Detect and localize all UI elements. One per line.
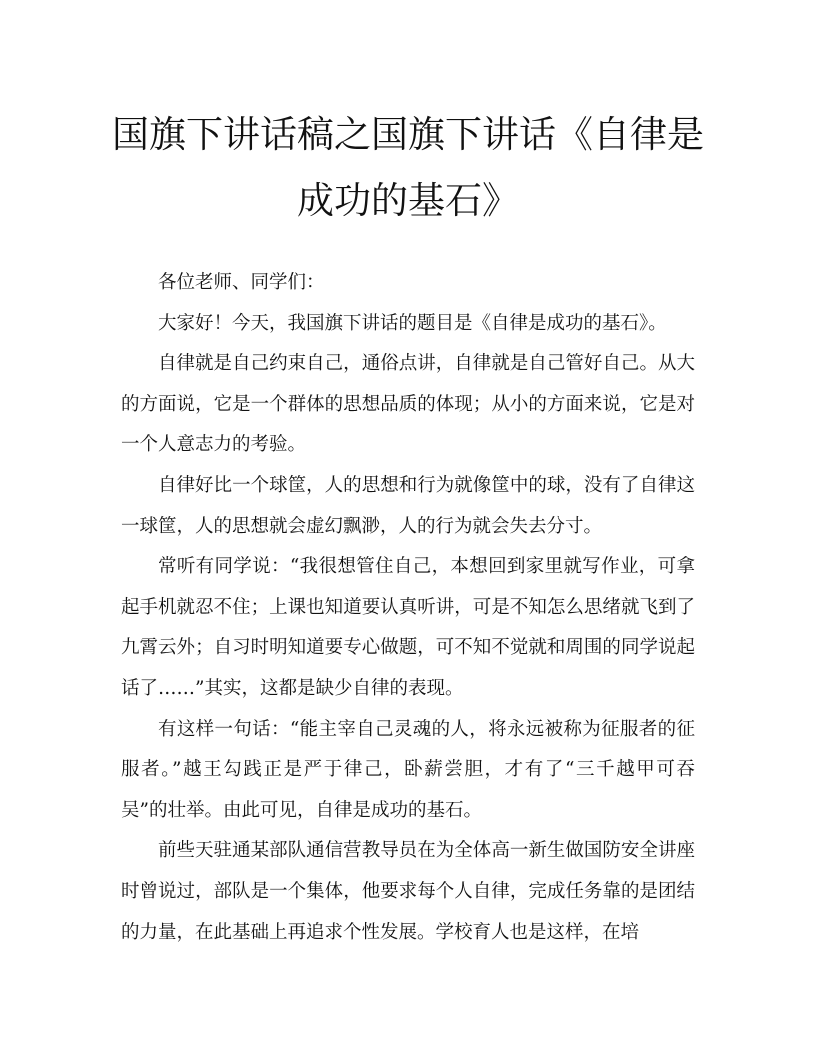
document-title: 国旗下讲话稿之国旗下讲话《自律是成功的基石》	[112, 113, 704, 222]
paragraph-introduction: 大家好！今天，我国旗下讲话的题目是《自律是成功的基石》。	[158, 312, 667, 334]
paragraph-basket-metaphor: 自律好比一个球筐，人的思想和行为就像筐中的球，没有了自律这一球筐，人的思想就会虚幻飘渺，人的行为就会失去分寸。	[121, 474, 695, 537]
paragraph-greeting: 各位老师、同学们：	[158, 272, 325, 293]
paragraph-historical-example: 有这样一句话：“能主宰自己灵魂的人，将永远被称为征服者的征服者。”越王勾践正是严于律己，卧薪尝胆，才有了“三千越甲可吞吴”的壮举。由此可见，自律是成功的基石。	[121, 718, 695, 821]
paragraph-student-quote: 常听有同学说：“我很想管住自己，本想回到家里就写作业，可拿起手机就忍不住；上课也知道要认真听讲，可是不知怎么思绪就飞到了九霄云外；自习时明知道要专心做题，可不知不觉就和周围的同学说起话了……”其实，这都是缺少自律的表现。	[121, 556, 695, 699]
paragraph-definition: 自律就是自己约束自己，通俗点讲，自律就是自己管好自己。从大的方面说，它是一个群体的思想品质的体现；从小的方面来说，它是对一个人意志力的考验。	[121, 353, 695, 456]
document-body	[121, 263, 695, 953]
paragraph-military-example: 前些天驻通某部队通信营教导员在为全体高一新生做国防安全讲座时曾说过，部队是一个集体，他要求每个人自律，完成任务靠的是团结的力量，在此基础上再追求个性发展。学校育人也是这样，在培	[121, 840, 695, 943]
